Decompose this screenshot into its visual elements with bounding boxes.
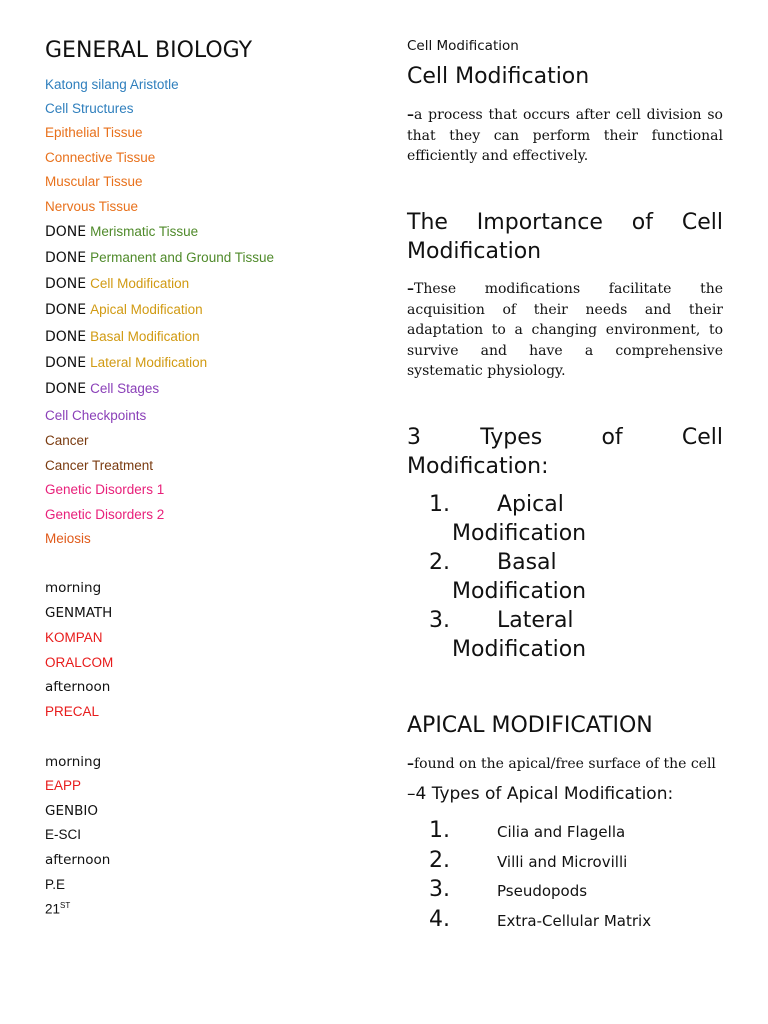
topic-link[interactable]: Meiosis: [45, 531, 91, 546]
dash: –: [407, 107, 414, 123]
done-marker: DONE: [45, 329, 87, 345]
schedule-item-label: PRECAL: [45, 704, 100, 719]
apical-paragraph: –found on the apical/free surface of the cell: [407, 756, 716, 772]
schedule-item: [45, 630, 103, 645]
sidebar-item: [45, 381, 159, 397]
schedule-item-label: P.E: [45, 877, 66, 892]
sidebar-item: [45, 531, 91, 546]
list-number: 1.: [429, 492, 450, 517]
modification-types-list: [429, 490, 719, 664]
sidebar-item: [45, 302, 203, 318]
sidebar-item: [45, 408, 146, 423]
types-heading: [407, 423, 723, 481]
sidebar-item: [45, 125, 143, 140]
apical-type-label: Extra-Cellular Matrix: [497, 911, 652, 930]
sidebar-item: [45, 250, 274, 266]
type-rest: Modification: [452, 637, 587, 662]
sidebar-item: [45, 150, 155, 165]
schedule-item: [45, 827, 81, 842]
schedule-item: [45, 655, 113, 670]
topic-link[interactable]: Connective Tissue: [45, 150, 156, 165]
sidebar-item: [45, 355, 207, 371]
topic-link[interactable]: Permanent and Ground Tissue: [90, 250, 274, 265]
sidebar-item: [45, 433, 89, 448]
topic-link[interactable]: Apical Modification: [90, 302, 203, 317]
schedule-item: [45, 778, 81, 793]
types-heading-line1: 3 Types of Cell: [407, 425, 723, 450]
apical-type-item: [429, 848, 719, 878]
modification-type-item: [429, 548, 719, 606]
topic-link[interactable]: Cell Checkpoints: [45, 408, 147, 423]
topic-link[interactable]: Epithelial Tissue: [45, 125, 143, 140]
apical-types-list: [429, 818, 719, 936]
topic-link[interactable]: Merismatic Tissue: [90, 224, 199, 239]
modification-type-item: [429, 490, 719, 548]
apical-types-heading: –4 Types of Apical Modification:: [407, 784, 674, 804]
done-marker: DONE: [45, 224, 87, 240]
topic-link[interactable]: Cell Stages: [90, 381, 160, 396]
done-marker: DONE: [45, 276, 87, 292]
types-heading-line2: Modification:: [407, 454, 549, 479]
schedule-item-label: EAPP: [45, 778, 82, 793]
done-marker: DONE: [45, 381, 87, 397]
schedule-item: [45, 852, 110, 868]
modification-type-item: [429, 606, 719, 664]
sidebar-title: GENERAL BIOLOGY: [45, 38, 253, 63]
topic-link[interactable]: Katong silang Aristotle: [45, 77, 179, 92]
topic-link[interactable]: Muscular Tissue: [45, 174, 143, 189]
schedule-item: [45, 580, 101, 596]
topic-link[interactable]: Cancer Treatment: [45, 458, 154, 473]
done-marker: DONE: [45, 302, 87, 318]
schedule-item-label: GENMATH: [45, 605, 113, 621]
importance-paragraph: –These modifications facilitate the acquisition of their needs and their adaptation to a changing environment, to survive and have a comprehensive systematic physiology.: [407, 281, 723, 379]
type-word: Lateral: [497, 608, 574, 633]
schedule-item-superscript: ST: [60, 901, 71, 910]
schedule-item: [45, 754, 101, 770]
list-number: 3.: [429, 608, 450, 633]
type-word: Apical: [497, 492, 564, 517]
schedule-item-label: morning: [45, 580, 102, 596]
sidebar-item: [45, 507, 164, 522]
list-number: 4.: [429, 906, 450, 932]
sidebar-item: [45, 482, 164, 497]
apical-type-label: Villi and Microvilli: [497, 852, 628, 871]
apical-type-item: [429, 907, 719, 937]
schedule-item-label: KOMPAN: [45, 630, 103, 645]
schedule-item-label: 21: [45, 901, 61, 917]
schedule-item-label: E-SCI: [45, 827, 82, 842]
type-rest: Modification: [452, 579, 587, 604]
importance-heading: The Importance of Cell Modification: [407, 210, 723, 264]
sidebar-item: [45, 199, 138, 214]
done-marker: DONE: [45, 355, 87, 371]
schedule-item-label: GENBIO: [45, 803, 98, 819]
sidebar-item: [45, 276, 189, 292]
apical-heading: APICAL MODIFICATION: [407, 713, 653, 738]
apical-type-label: Pseudopods: [497, 882, 588, 900]
schedule-item: [45, 901, 70, 917]
schedule-item: [45, 704, 99, 719]
list-number: 2.: [429, 550, 450, 575]
topic-link[interactable]: Basal Modification: [90, 329, 200, 344]
schedule-item-label: afternoon: [45, 852, 111, 868]
schedule-item-label: afternoon: [45, 679, 111, 695]
apical-type-item: [429, 818, 719, 848]
topic-link[interactable]: Genetic Disorders 1: [45, 482, 165, 497]
sidebar-item: [45, 224, 198, 240]
list-number: 2.: [429, 847, 450, 873]
schedule-item-label: ORALCOM: [45, 655, 114, 670]
apical-type-label: Cilia and Flagella: [497, 823, 626, 841]
topic-link[interactable]: Cell Structures: [45, 101, 134, 116]
topic-link[interactable]: Cell Modification: [90, 276, 190, 291]
page-title: Cell Modification: [407, 64, 590, 89]
schedule-item: [45, 605, 112, 621]
sidebar-item: [45, 77, 179, 92]
topic-link[interactable]: Lateral Modification: [90, 355, 208, 370]
topic-link[interactable]: Genetic Disorders 2: [45, 507, 165, 522]
schedule-item: [45, 877, 65, 892]
topic-link[interactable]: Cancer: [45, 433, 89, 448]
list-number: 1.: [429, 818, 450, 843]
type-word: Basal: [497, 550, 557, 575]
done-marker: DONE: [45, 250, 87, 266]
sidebar-item: [45, 101, 134, 116]
sidebar-item: [45, 458, 153, 473]
definition-paragraph: –a process that occurs after cell division so that they can perform their functional efficiently and effectively.: [407, 107, 723, 164]
list-number: 3.: [429, 877, 450, 902]
schedule-item-label: morning: [45, 754, 102, 770]
breadcrumb: Cell Modification: [407, 38, 519, 54]
apical-type-item: [429, 877, 719, 907]
type-rest: Modification: [452, 521, 587, 546]
schedule-item: [45, 679, 110, 695]
sidebar-item: [45, 174, 143, 189]
schedule-item: [45, 803, 98, 819]
sidebar-item: [45, 329, 200, 345]
topic-link[interactable]: Nervous Tissue: [45, 199, 139, 214]
